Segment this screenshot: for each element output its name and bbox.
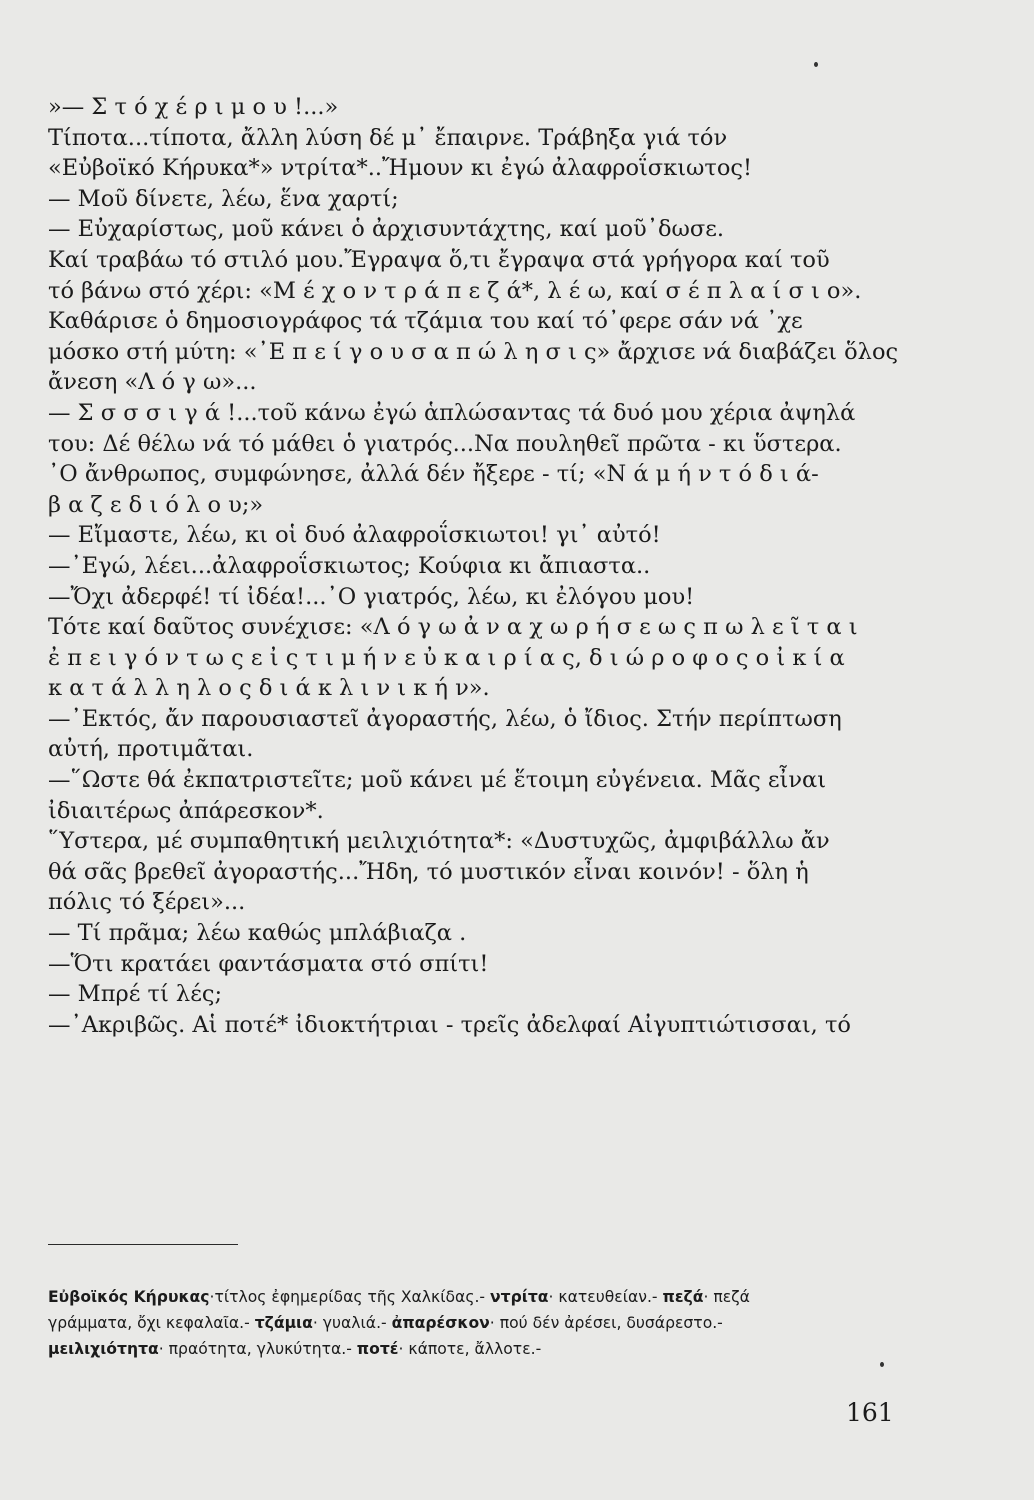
- footnote-term: ἀπαρέσκον: [391, 1314, 490, 1332]
- text-line: Καθάρισε ὁ δημοσιογράφος τά τζάμια του καί τό᾽φερε σάν νά ᾽χε: [48, 308, 803, 335]
- footnote-definition: · πεζά: [703, 1288, 750, 1306]
- footnotes: [48, 1284, 908, 1362]
- text-line: Τίποτα...τίποτα, ἄλλη λύση δέ μ᾽ ἔπαιρνε. Τράβηξα γιά τόν: [48, 124, 728, 151]
- text-line: —᾽Ακριβῶς. Αἱ ποτέ* ἰδιοκτήτριαι - τρεῖς ἀδελφαί Αἰγυπτιώτισσαι, τό: [48, 1011, 851, 1038]
- text-line: τό βάνω στό χέρι: «Μ έ χ ο ν τ ρ ά π ε ζ ά*, λ έ ω, καί σ έ π λ α ί σ ι ο».: [48, 277, 862, 304]
- text-line: — Σ σ σ σ ι γ ά !...τοῦ κάνω ἐγώ ἁπλώσαντας τά δυό μου χέρια ἀψηλά: [48, 399, 856, 426]
- text-line: Καί τραβάω τό στιλό μου.Ἔγραψα ὅ,τι ἔγραψα στά γρήγορα καί τοῦ: [48, 246, 830, 273]
- text-line: — Εἴμαστε, λέω, κι οἱ δυό ἀλαφροΐσκιωτοι! γι᾽ αὐτό!: [48, 522, 661, 549]
- page-number: 161: [846, 1398, 894, 1427]
- footnote-definition: · κάποτε, ἄλλοτε.-: [398, 1340, 542, 1358]
- footnote-term: τζάμια: [254, 1314, 313, 1332]
- footnote-line: [48, 1284, 908, 1310]
- text-line: — Μοῦ δίνετε, λέω, ἕνα χαρτί;: [48, 185, 399, 212]
- text-line: β α ζ ε δ ι ό λ ο υ;»: [48, 491, 264, 518]
- footnote-term: Εὐβοϊκός Κήρυκας: [48, 1288, 210, 1306]
- text-line: —᾽Εκτός, ἄν παρουσιαστεῖ ἀγοραστής, λέω, ὁ ἴδιος. Στήν περίπτωση: [48, 705, 842, 732]
- footnote-term: ντρίτα: [490, 1288, 549, 1306]
- text-line: ἰδιαιτέρως ἀπάρεσκον*.: [48, 797, 324, 824]
- text-line: πόλις τό ξέρει»...: [48, 889, 246, 916]
- text-line: αὐτή, προτιμᾶται.: [48, 736, 254, 763]
- footnote-line: [48, 1310, 908, 1336]
- scan-speck: [814, 62, 818, 67]
- text-line: ῞Υστερα, μέ συμπαθητική μειλιχιότητα*: «Δυστυχῶς, ἀμφιβάλλω ἄν: [48, 828, 830, 855]
- text-line: ᾽Ο ἄνθρωπος, συμφώνησε, ἀλλά δέν ἤξερε - τί; «Ν ά μ ή ν τ ό δ ι ά-: [48, 461, 819, 488]
- body-text: [48, 92, 898, 1040]
- text-line: — Τί πρᾶμα; λέω καθώς μπλάβιαζα .: [48, 920, 467, 947]
- footnote-definition: · κατευθείαν.-: [548, 1288, 663, 1306]
- text-line: μόσκο στή μύτη: «᾽Ε π ε ί γ ο υ σ α π ώ λ η σ ι ς» ἄρχισε νά διαβάζει ὅλος: [48, 338, 898, 365]
- text-line: — Μπρέ τί λές;: [48, 981, 223, 1008]
- text-line: Τότε καί δαῦτος συνέχισε: «Λ ό γ ω ἀ ν α χ ω ρ ή σ ε ω ς π ω λ ε ῖ τ α ι: [48, 614, 858, 641]
- text-line: κ α τ ά λ λ η λ ο ς δ ι ά κ λ ι ν ι κ ή ν».: [48, 675, 490, 702]
- text-line: «Εὐβοϊκό Κήρυκα*» ντρίτα*..Ἤμουν κι ἐγώ ἀλαφροΐσκιωτος!: [48, 155, 753, 182]
- text-line: — Εὐχαρίστως, μοῦ κάνει ὁ ἀρχισυντάχτης, καί μοῦ᾽δωσε.: [48, 216, 725, 243]
- text-line: ἄνεση «Λ ό γ ω»...: [48, 369, 257, 396]
- footnote-definition: · πραότητα, γλυκύτητα.-: [158, 1340, 357, 1358]
- footnote-definition: γράμματα, ὄχι κεφαλαῖα.-: [48, 1314, 255, 1332]
- text-line: —᾽Εγώ, λέει...ἀλαφροΐσκιωτος; Κούφια κι ἄπιαστα..: [48, 552, 651, 579]
- footnote-definition: ·τίτλος ἐφημερίδας τῆς Χαλκίδας.-: [209, 1288, 491, 1306]
- footnote-definition: · πού δέν ἀρέσει, δυσάρεστο.-: [489, 1314, 723, 1332]
- text-line: —῞Ωστε θά ἐκπατριστεῖτε; μοῦ κάνει μέ ἕτοιμη εὐγένεια. Μᾶς εἶναι: [48, 767, 827, 794]
- text-line: ἐ π ε ι γ ό ν τ ω ς ε ἰ ς τ ι μ ή ν ε ὐ κ α ι ρ ί α ς, δ ι ώ ρ ο φ ο ς ο ἰ κ ί α: [48, 644, 845, 671]
- footnote-line: [48, 1336, 908, 1362]
- text-line: —Ὄχι ἀδερφέ! τί ἰδέα!...᾽Ο γιατρός, λέω, κι ἐλόγου μου!: [48, 583, 695, 610]
- footnote-term: πεζά: [662, 1288, 704, 1306]
- scan-speck: [880, 1362, 884, 1367]
- footnote-term: ποτέ: [356, 1340, 399, 1358]
- footnote-definition: · γυαλιά.-: [312, 1314, 392, 1332]
- footnote-term: μειλιχιότητα: [48, 1340, 159, 1358]
- text-line: θά σᾶς βρεθεῖ ἀγοραστής...Ἤδη, τό μυστικόν εἶναι κοινόν! - ὅλη ἡ: [48, 858, 809, 885]
- text-line: »— Σ τ ό χ έ ρ ι μ ο υ !...»: [48, 94, 339, 120]
- text-line: —Ὅτι κρατάει φαντάσματα στό σπίτι!: [48, 950, 489, 977]
- footnote-divider: [48, 1244, 238, 1245]
- text-line: του: Δέ θέλω νά τό μάθει ὁ γιατρός...Να πουληθεῖ πρῶτα - κι ὕστερα.: [48, 430, 842, 457]
